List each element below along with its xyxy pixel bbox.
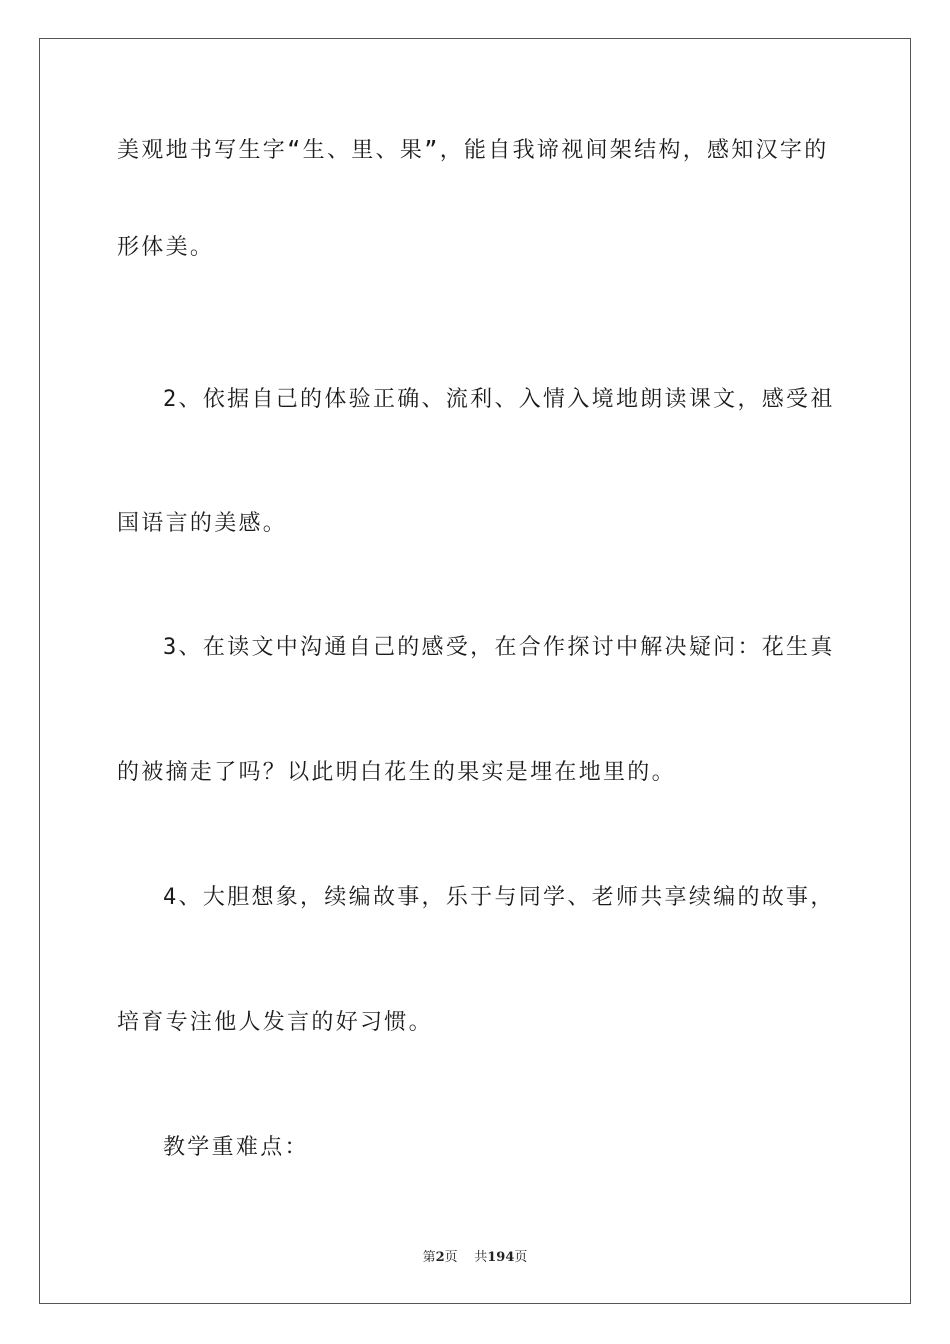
text-line: 美观地书写生字“生、里、果”，能自我谛视间架结构，感知汉字的 (117, 138, 829, 163)
text-line: 培育专注他人发言的好习惯。 (117, 1010, 433, 1035)
text-line: 的被摘走了吗？以此明白花生的果实是埋在地里的。 (117, 760, 676, 785)
text-line: 4、大胆想象，续编故事，乐于与同学、老师共享续编的故事， (163, 885, 835, 910)
footer-total-prefix: 共 (474, 1250, 488, 1265)
footer-page-number: 2 (435, 1250, 445, 1265)
text-line: 2、依据自己的体验正确、流利、入情入境地朗读课文，感受祖 (163, 387, 835, 412)
section-heading: 教学重难点： (163, 1135, 309, 1160)
text-line: 形体美。 (117, 235, 215, 260)
footer-total-suffix: 页 (514, 1250, 528, 1265)
page-border (39, 38, 911, 1304)
footer-total-pages: 194 (487, 1250, 515, 1265)
text-line: 3、在读文中沟通自己的感受，在合作探讨中解决疑问：花生真 (163, 635, 835, 660)
footer-page-prefix: 第 (422, 1250, 436, 1265)
page-footer (0, 1246, 950, 1265)
text-line: 国语言的美感。 (117, 511, 288, 536)
footer-page-suffix: 页 (444, 1250, 458, 1265)
